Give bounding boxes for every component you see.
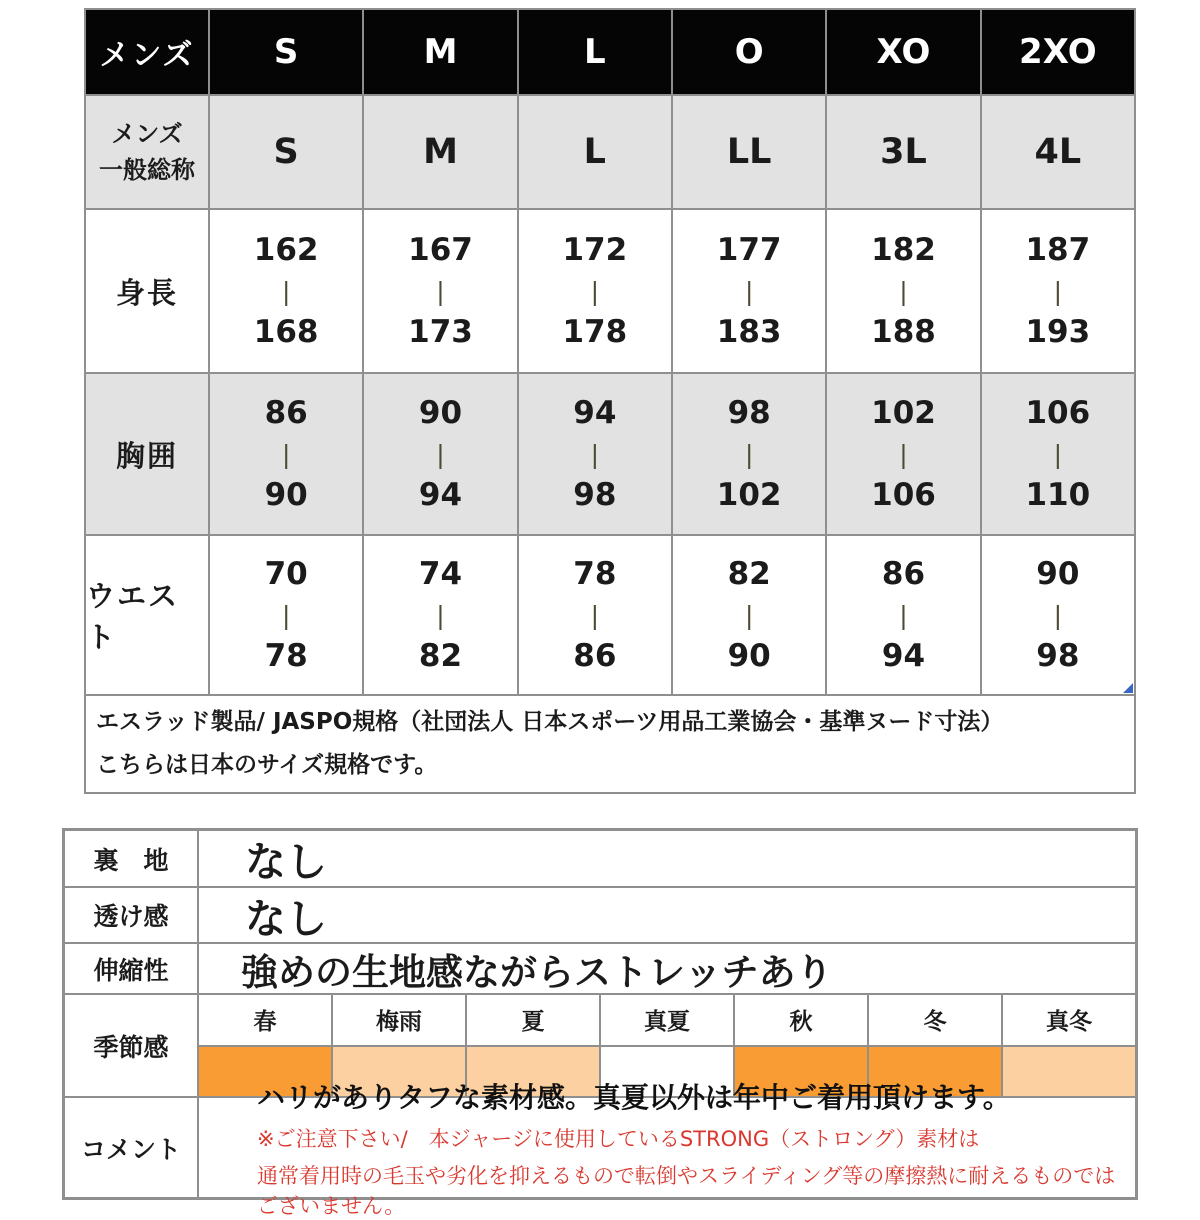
season-name-rainy: 梅雨 — [333, 995, 465, 1045]
cell-corner-marker-icon — [1123, 683, 1133, 693]
chest-range-l — [519, 374, 671, 534]
range-min: 177 — [716, 231, 782, 268]
range-min: 94 — [573, 394, 617, 431]
range-separator: | — [281, 276, 291, 306]
alias-value-ll: LL — [673, 96, 825, 208]
range-min: 187 — [1025, 231, 1091, 268]
range-max: 86 — [573, 637, 617, 674]
range-max: 94 — [418, 476, 463, 513]
range-separator: | — [281, 439, 291, 469]
waist-range-l — [519, 536, 671, 694]
size-table-header-mens: メンズ — [86, 10, 208, 94]
size-standard-note — [86, 696, 1134, 792]
height-range-s — [210, 210, 362, 372]
range-max: 168 — [253, 313, 319, 350]
range-separator: | — [899, 276, 908, 306]
mens-size-table — [84, 8, 1136, 794]
range-max: 183 — [716, 313, 782, 350]
height-range-m — [364, 210, 516, 372]
range-min: 86 — [881, 555, 926, 592]
alias-value-4l: 4L — [982, 96, 1134, 208]
range-separator: | — [590, 276, 600, 306]
range-separator: | — [590, 600, 600, 630]
range-max: 193 — [1025, 313, 1091, 350]
range-max: 90 — [727, 637, 771, 674]
comment-cell — [199, 1080, 1135, 1218]
waist-range-2xo — [982, 536, 1134, 694]
range-min: 162 — [253, 231, 319, 268]
range-separator: | — [899, 600, 908, 630]
range-separator: | — [744, 439, 754, 469]
comment-warning-line2: 通常着用時の毛玉や劣化を抑えるもので転倒やスライディング等の摩擦熱に耐えるものではございません。 — [257, 1163, 1116, 1218]
range-max: 173 — [408, 313, 473, 350]
season-name-midwinter: 真冬 — [1003, 995, 1135, 1045]
chest-range-xo — [827, 374, 979, 534]
chest-range-s — [210, 374, 362, 534]
waist-range-m — [364, 536, 516, 694]
alias-label-line2: 一般総称 — [99, 156, 195, 184]
range-min: 182 — [871, 231, 936, 268]
range-min: 86 — [264, 394, 308, 431]
range-max: 94 — [881, 637, 926, 674]
season-label: 季節感 — [65, 995, 197, 1096]
comment-warning-line1: ※ご注意下さい/ 本ジャージに使用しているSTRONG（ストロング）素材は — [257, 1126, 980, 1151]
lining-value: なし — [199, 831, 1135, 886]
range-separator: | — [744, 600, 754, 630]
sheerness-label: 透け感 — [65, 888, 197, 942]
alias-value-m: M — [364, 96, 516, 208]
range-separator: | — [1053, 276, 1063, 306]
note-line1: エスラッド製品/ JASPO規格（社団法人 日本スポーツ用品工業協会・基準ヌード寸法） — [96, 709, 1004, 736]
alias-row-label — [86, 96, 208, 208]
alias-value-3l: 3L — [827, 96, 979, 208]
waist-row-label: ウエスト — [86, 536, 208, 694]
season-name-midsummer: 真夏 — [601, 995, 733, 1045]
range-max: 82 — [418, 637, 463, 674]
season-level-midwinter — [1003, 1047, 1135, 1097]
season-name-winter: 冬 — [869, 995, 1001, 1045]
height-range-2xo — [982, 210, 1134, 372]
range-separator: | — [436, 600, 445, 630]
chest-range-2xo — [982, 374, 1134, 534]
range-min: 172 — [562, 231, 628, 268]
range-max: 78 — [264, 637, 308, 674]
size-col-header-2xo: 2XO — [982, 10, 1134, 94]
range-min: 74 — [418, 555, 463, 592]
chest-row-label: 胸囲 — [86, 374, 208, 534]
range-separator: | — [1053, 439, 1063, 469]
height-range-l — [519, 210, 671, 372]
range-min: 82 — [727, 555, 771, 592]
range-separator: | — [744, 276, 754, 306]
waist-range-xo — [827, 536, 979, 694]
sheerness-value: なし — [199, 888, 1135, 942]
season-name-autumn: 秋 — [735, 995, 867, 1045]
range-min: 98 — [727, 394, 771, 431]
range-min: 78 — [573, 555, 617, 592]
range-separator: | — [281, 600, 291, 630]
size-col-header-m: M — [364, 10, 516, 94]
range-min: 167 — [408, 231, 473, 268]
alias-value-l: L — [519, 96, 671, 208]
chest-range-o — [673, 374, 825, 534]
comment-main-text: ハリがありタフな素材感。真夏以外は年中ご着用頂けます。 — [257, 1080, 1011, 1114]
range-max: 106 — [871, 476, 936, 513]
comment-label: コメント — [65, 1098, 197, 1197]
range-separator: | — [899, 439, 908, 469]
range-separator: | — [590, 439, 600, 469]
size-col-header-xo: XO — [827, 10, 979, 94]
range-max: 98 — [573, 476, 617, 513]
range-min: 102 — [871, 394, 936, 431]
alias-label-line1: メンズ — [111, 120, 183, 148]
range-separator: | — [436, 276, 445, 306]
range-separator: | — [436, 439, 445, 469]
waist-range-s — [210, 536, 362, 694]
range-max: 98 — [1036, 637, 1080, 674]
range-max: 102 — [716, 476, 782, 513]
lining-label: 裏 地 — [65, 831, 197, 886]
size-col-header-l: L — [519, 10, 671, 94]
stretch-label: 伸縮性 — [65, 944, 197, 993]
range-min: 106 — [1025, 394, 1091, 431]
size-col-header-o: O — [673, 10, 825, 94]
size-col-header-s: S — [210, 10, 362, 94]
range-max: 188 — [871, 313, 936, 350]
range-separator: | — [1053, 600, 1063, 630]
range-min: 90 — [418, 394, 463, 431]
range-max: 90 — [264, 476, 308, 513]
range-max: 178 — [562, 313, 628, 350]
range-min: 90 — [1036, 555, 1080, 592]
note-line2: こちらは日本のサイズ規格です。 — [96, 752, 438, 778]
range-min: 70 — [264, 555, 308, 592]
waist-range-o — [673, 536, 825, 694]
season-name-summer: 夏 — [467, 995, 599, 1045]
stretch-value: 強めの生地感ながらストレッチあり — [199, 944, 1135, 993]
range-max: 110 — [1025, 476, 1091, 513]
alias-value-s: S — [210, 96, 362, 208]
chest-range-m — [364, 374, 516, 534]
fabric-spec-table — [62, 828, 1138, 1218]
height-range-o — [673, 210, 825, 372]
height-range-xo — [827, 210, 979, 372]
height-row-label: 身長 — [86, 210, 208, 372]
season-name-spring: 春 — [199, 995, 331, 1045]
